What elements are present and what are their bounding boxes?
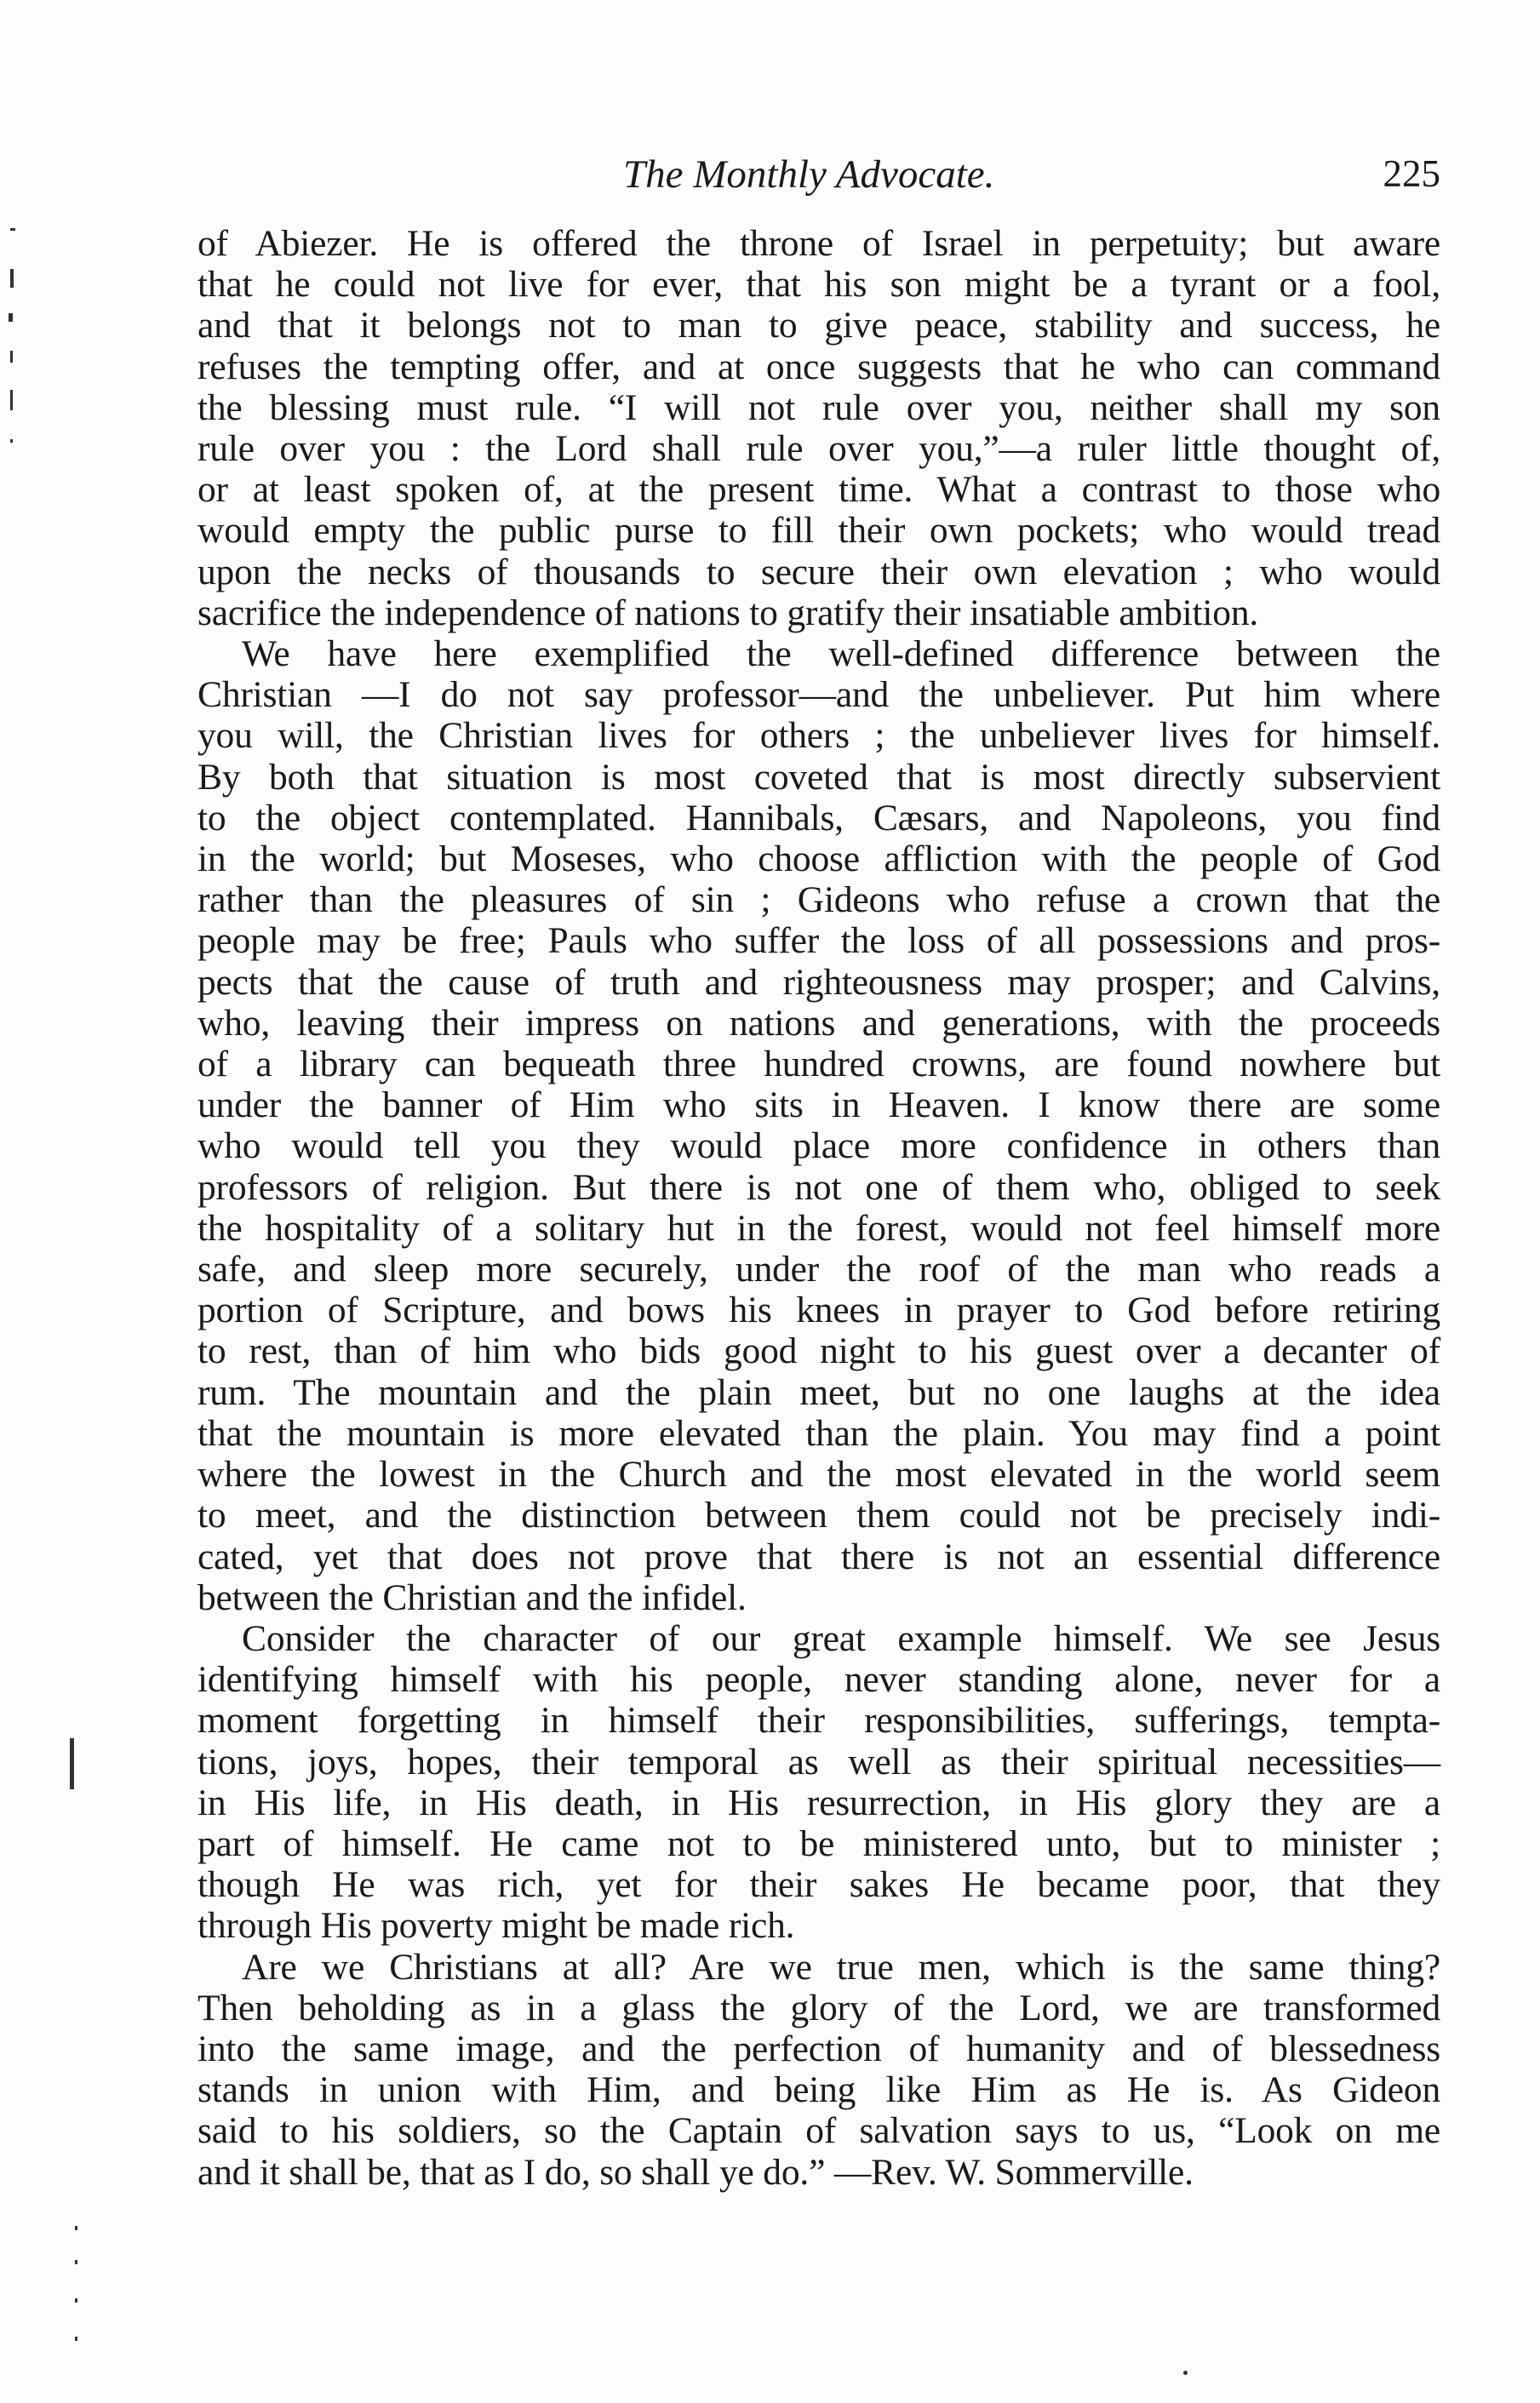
text-line: would empty the public purse to fill their own pockets; who would tread — [198, 510, 1440, 552]
text-line: who would tell you they would place more confidence in others than — [198, 1125, 1440, 1167]
page-header — [198, 152, 1440, 203]
text-line: to meet, and the distinction between them could not be precisely indi- — [198, 1495, 1440, 1536]
paragraph-4 — [198, 1947, 1440, 2193]
text-line: part of himself. He came not to be ministered unto, but to minister ; — [198, 1822, 1440, 1864]
paragraph-2 — [198, 633, 1440, 1618]
text-line: cated, yet that does not prove that there is not an essential difference — [198, 1536, 1440, 1577]
text-line: rum. The mountain and the plain meet, but no one laughs at the idea — [198, 1371, 1440, 1413]
text-line: to the object contemplated. Hannibals, Cæsars, and Napoleons, you find — [198, 797, 1440, 838]
running-title: The Monthly Advocate. — [623, 152, 995, 197]
paragraph-3 — [198, 1618, 1440, 1947]
margin-mark — [75, 2298, 77, 2303]
text-line: who, leaving their impress on nations and generations, with the proceeds — [198, 1002, 1440, 1044]
text-line: of Abiezer. He is offered the throne of Israel in perpetuity; but aware — [198, 223, 1440, 264]
text-line: the blessing must rule. “I will not rule over you, neither shall my son — [198, 386, 1440, 428]
text-line: rather than the pleasures of sin ; Gideons who refuse a crown that the — [198, 879, 1440, 921]
text-line: you will, the Christian lives for others ; the unbeliever lives for himself. — [198, 715, 1440, 757]
text-line: pects that the cause of truth and righteousness may prosper; and Calvins, — [198, 961, 1440, 1003]
text-line: stands in union with Him, and being like Him as He is. As Gideon — [198, 2069, 1440, 2111]
text-line: and that it belongs not to man to give peace, stability and success, he — [198, 305, 1440, 346]
text-line: that the mountain is more elevated than the plain. You may find a point — [198, 1412, 1440, 1454]
margin-mark — [75, 2260, 77, 2264]
margin-marks — [0, 0, 102, 2403]
text-line: tions, joys, hopes, their temporal as well as their spiritual necessities— — [198, 1741, 1440, 1782]
text-line: that he could not live for ever, that his son might be a tyrant or a fool, — [198, 264, 1440, 306]
text-line: refuses the tempting offer, and at once suggests that he who can command — [198, 346, 1440, 387]
text-line: the hospitality of a solitary hut in the forest, would not feel himself more — [198, 1207, 1440, 1249]
text-line: professors of religion. But there is not one of them who, obliged to seek — [198, 1166, 1440, 1208]
text-line: identifying himself with his people, never standing alone, never for a — [198, 1659, 1440, 1701]
text-line: Consider the character of our great example himself. We see Jesus — [242, 1617, 1440, 1659]
text-line: Then beholding as in a glass the glory of the Lord, we are transformed — [198, 1987, 1440, 2028]
text-line: between the Christian and the infidel. — [198, 1576, 747, 1618]
text-line: in the world; but Moseses, who choose affliction with the people of God — [198, 838, 1440, 880]
text-line: rule over you : the Lord shall rule over you,”—a ruler little thought of, — [198, 428, 1440, 470]
text-line: sacrifice the independence of nations to gratify their insatiable ambition. — [198, 592, 1259, 633]
margin-mark — [75, 2226, 77, 2230]
page-number: 225 — [1383, 152, 1440, 195]
text-line: upon the necks of thousands to secure their own elevation ; who would — [198, 551, 1440, 592]
margin-mark — [9, 313, 13, 322]
margin-mark — [75, 2337, 77, 2341]
text-line: where the lowest in the Church and the most elevated in the world seem — [198, 1454, 1440, 1496]
margin-mark — [10, 269, 14, 288]
text-line: said to his soldiers, so the Captain of salvation says to us, “Look on me — [198, 2110, 1440, 2152]
text-line: under the banner of Him who sits in Heaven. I know there are some — [198, 1084, 1440, 1126]
text-line: through His poverty might be made rich. — [198, 1905, 795, 1947]
text-line: and it shall be, that as I do, so shall ye do.” —Rev. W. Sommerville. — [198, 2151, 1194, 2193]
margin-mark — [10, 228, 15, 231]
text-line: safe, and sleep more securely, under the roof of the man who reads a — [198, 1249, 1440, 1290]
text-line: though He was rich, yet for their sakes He became poor, that they — [198, 1864, 1440, 1906]
margin-mark — [10, 351, 13, 363]
text-line: in His life, in His death, in His resurrection, in His glory they are a — [198, 1782, 1440, 1823]
text-line: to rest, than of him who bids good night to his guest over a decanter of — [198, 1330, 1440, 1372]
body-text — [198, 223, 1440, 2193]
margin-mark — [10, 439, 13, 443]
margin-mark — [10, 390, 13, 410]
text-line: or at least spoken of, at the present time. What a contrast to those who — [198, 469, 1440, 511]
text-line: of a library can bequeath three hundred crowns, are found nowhere but — [198, 1044, 1440, 1085]
text-line: into the same image, and the perfection of humanity and of blessedness — [198, 2028, 1440, 2069]
margin-mark — [70, 1738, 74, 1789]
text-line: Christian —I do not say professor—and the unbeliever. Put him where — [198, 674, 1440, 716]
text-line: By both that situation is most coveted that is most directly subservient — [198, 756, 1440, 798]
text-line: moment forgetting in himself their responsibilities, sufferings, tempta- — [198, 1700, 1440, 1742]
text-line: people may be free; Pauls who suffer the loss of all possessions and pros- — [198, 920, 1440, 962]
paragraph-1 — [198, 223, 1440, 633]
text-line: portion of Scripture, and bows his knees in prayer to God before retiring — [198, 1290, 1440, 1331]
print-speck — [1183, 2371, 1188, 2375]
text-line: Are we Christians at all? Are we true men, which is the same thing? — [242, 1946, 1440, 1988]
text-line: We have here exemplified the well-defined difference between the — [242, 633, 1440, 675]
